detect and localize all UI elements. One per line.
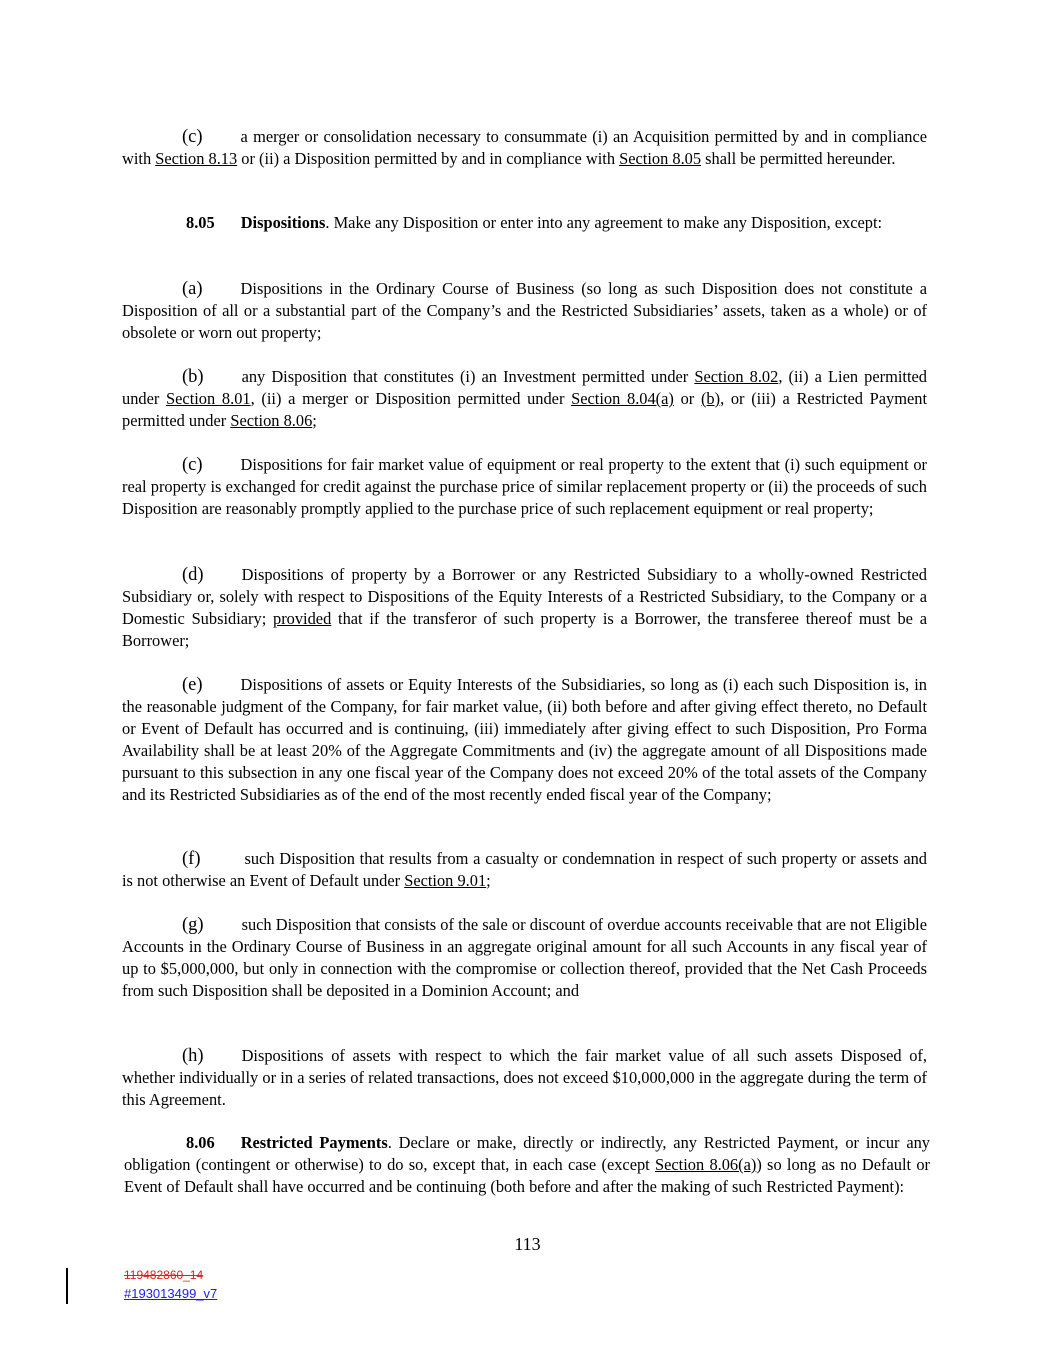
section-8-06: 8.06 Restricted Payments. Declare or make, directly or indirectly, any Restricted Payment, or incur any obligation (contingent or otherwise) to do so, except that, in each case (except Section 8.06(a)) so long as no Default or Event of Default shall have occurred and be continuing (both before and after the making of such Restricted Payment): (124, 1133, 931, 1196)
paragraph-8-05-g: (g) such Disposition that consists of the sale or discount of overdue accounts receivable that are not Eligible Accounts in the Ordinary Course of Business in an aggregate original amount for all such Accounts in any fiscal year of up to $5,000,000, but only in connection with the compromise or collection thereof, provided that the Net Cash Proceeds from such Disposition shall be deposited in a Dominion Account; and (122, 915, 927, 1000)
section-title: Dispositions (240, 213, 326, 232)
paragraph-label: (c) (182, 127, 203, 147)
section-reference-link: Section 8.06 (230, 411, 313, 430)
section-reference-link: Section 8.01 (166, 389, 251, 408)
paragraph-8-04-c: (c) a merger or consolidation necessary to consummate (i) an Acquisition permitted by and in compliance with Section 8.13 or (ii) a Disposition permitted by and in compliance with Section 8.05 shall be permitted hereunder. (122, 127, 927, 168)
inserted-document-id: #193013499_v7 (124, 1286, 218, 1301)
section-reference-link: Section 8.02 (694, 367, 779, 386)
paragraph-label: (f) (182, 849, 201, 869)
paragraph-8-05-a: (a) Dispositions in the Ordinary Course of Business (so long as such Disposition does not constitute a Disposition of all or a substantial part of the Company’s and the Restricted Subsidiaries’ assets, taken as a whole) or of obsolete or worn out property; (122, 279, 927, 342)
paragraph-8-05-b: (b) any Disposition that constitutes (i) an Investment permitted under Section 8.02, (ii) a Lien permitted under Section 8.01, (ii) a merger or Disposition permitted under Section 8.04(a) or (b), or (iii) a Restricted Payment permitted under Section 8.06; (122, 367, 927, 430)
paragraph-label: (c) (182, 455, 203, 475)
paragraph-label: (g) (182, 915, 204, 935)
paragraph-8-05-d: (d) Dispositions of property by a Borrower or any Restricted Subsidiary to a wholly-owned Restricted Subsidiary or, solely with respect to Dispositions of the Equity Interests of a Restricted Subsidiary, to the Company or a Domestic Subsidiary; provided that if the transferor of such property is a Borrower, the transferee thereof must be a Borrower; (122, 565, 927, 650)
paragraph-label: (e) (182, 675, 203, 695)
section-reference-link: Section 8.04(a) (571, 389, 674, 408)
paragraph-8-05-c: (c) Dispositions for fair market value of equipment or real property to the extent that (i) such equipment or real property is exchanged for credit against the purchase price of similar replacement property or (ii) the proceeds of such Disposition are reasonably promptly applied to the purchase price of such replacement equipment or real property; (122, 455, 927, 518)
section-reference-link: Section 8.05 (619, 149, 702, 168)
section-reference-link: (b) (700, 389, 721, 408)
change-bar (66, 1268, 68, 1304)
section-title: Restricted Payments (240, 1133, 388, 1152)
page-number: 113 (514, 1234, 541, 1254)
paragraph-label: (d) (182, 565, 204, 585)
section-number: 8.05 (186, 213, 215, 232)
section-reference-link: Section 9.01 (404, 871, 487, 890)
provided-term: provided (273, 609, 332, 628)
section-number: 8.06 (186, 1133, 215, 1152)
section-reference-link: Section 8.06(a) (655, 1155, 757, 1174)
section-8-05: 8.05 Dispositions. Make any Disposition or enter into any agreement to make any Disposition, except: (186, 213, 883, 232)
paragraph-8-05-f: (f) such Disposition that results from a casualty or condemnation in respect of such property or assets and is not otherwise an Event of Default under Section 9.01; (122, 849, 927, 890)
section-reference-link: Section 8.13 (155, 149, 238, 168)
paragraph-label: (b) (182, 367, 204, 387)
paragraph-label: (h) (182, 1046, 204, 1066)
paragraph-label: (a) (182, 279, 203, 299)
deleted-document-id: 119482860_14 (124, 1268, 204, 1282)
paragraph-8-05-h: (h) Dispositions of assets with respect to which the fair market value of all such assets Disposed of, whether individually or in a series of related transactions, does not exceed $10,000,000 in the aggregate during the term of this Agreement. (122, 1046, 927, 1109)
paragraph-8-05-e: (e) Dispositions of assets or Equity Interests of the Subsidiaries, so long as (i) each such Disposition is, in the reasonable judgment of the Company, for fair market value, (ii) both before and after giving effect thereto, no Default or Event of Default has occurred and is continuing, (iii) immediately after giving effect to such Disposition, Pro Forma Availability shall be at least 20% of the Aggregate Commitments and (iv) the aggregate amount of all Dispositions made pursuant to this subsection in any one fiscal year of the Company does not exceed 20% of the total assets of the Company and its Restricted Subsidiaries as of the end of the most recently ended fiscal year of the Company; (122, 675, 927, 804)
